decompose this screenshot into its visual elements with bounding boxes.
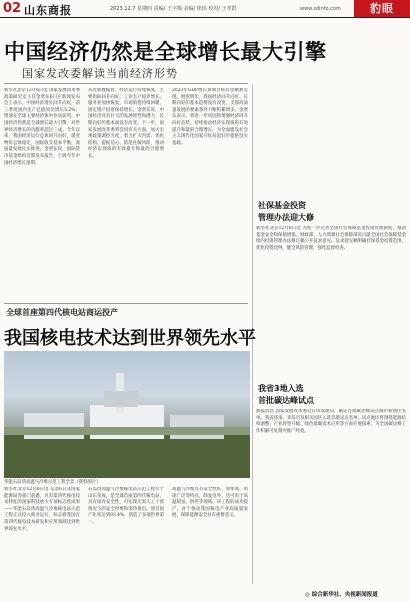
page-number: 02 [3, 1, 22, 16]
photo-caption: 华能石岛湾高温气冷堆示范工程全景（资料图片） [4, 480, 101, 485]
column-logo: 豹眼 [354, 0, 410, 17]
nuclear-headline: 我国核电技术达到世界领先水平 [4, 328, 256, 349]
lead-subheadline: 国家发改委解读当前经济形势 [22, 67, 178, 80]
lead-divider [4, 83, 248, 84]
nuclear-column-2: 石岛湾高温气冷堆核电站示范工程位于山东荣成，是全球首座第四代核电站，具有固有安全性，可实现无需人工干预情况下的安全停堆和余热排出。项目国产化率达到93.4%，创造了多项世界第一。 [88, 487, 164, 525]
lead-column-1: 新华社北京12月6日电 国家发展改革委政策研究室主任金贤东6日在新闻发布会上表示，中国经济增长回升向好，前三季度国内生产总值同比增长5.2%，增速在全球主要经济体中位居前列。中国经济仍然是全球增长最大引擎，对世界经济增长的贡献率超过三成。今年以来，我国经济运行总体回升向好，就业物价总体稳定，国际收支基本平衡，高质量发展扎实推进。金贤东说，国际货币基金组织近期发布报告，上调今年中国经济增长预期。 [4, 88, 80, 166]
lead-headline: 中国经济仍然是全球增长最大引擎 [4, 40, 327, 64]
sidebar-title-2: 我省3地入选 [258, 384, 304, 393]
nuclear-plant-illustration [4, 351, 250, 478]
lead-column-2: 从近期数据看，经济运行持续恢复，主要指标回升向好。工业生产稳步增长，服务业加快恢复，市场销售持续回暖，固定资产投资保持增长。金贤东说，中国经济具有巨大的发展韧性和潜力，长期向好的基本面没有改变。下一步，国家发展改革委将会同有关方面，加大宏观政策调控力度，着力扩大内需、优化结构、提振信心、防范化解风险，推动经济实现质的有效提升和量的合理增长。 [88, 88, 164, 159]
nuclear-divider [4, 303, 248, 304]
date-line: 2023.12.7 星期四 责编/ 王宇梅 美编/ 徐玮 校对/ 王孝群 [110, 6, 237, 12]
sidebar-title-2b: 首批碳达峰试点 [258, 396, 314, 405]
nuclear-pretitle: 全球首座第四代核电站商运投产 [6, 308, 118, 317]
sidebar-title-1b: 管理办法迎大修 [258, 213, 314, 222]
lead-column-3: 2023年GDP增长预期目标有望顺利实现。展望明年，我国经济回升向好、长期向好的基本趋势没有改变，支撑高质量发展的要素条件不断积累增多。金贤东表示，将进一步巩固和增强经济回升向好态势，持续推动经济实现质的有效提升和量的合理增长，为全面建设社会主义现代化国家开好局起好步提供坚实基础。 [172, 88, 248, 146]
nuclear-column-3: 高温气冷堆具有安全性好、效率高、用途广泛等特点，除发电外，还可用于高温制氢、供热等领域。该工程的成功投产，对于推动我国核电产业高质量发展、保障能源安全具有重要意义。 [172, 487, 248, 519]
section-name: 山东商报 [24, 4, 72, 17]
sidebar-title-1: 社保基金投资 [258, 201, 306, 210]
nuclear-column-1: 新华社北京12月6日电 记者6日从国家能源局等部门获悉，具有第四代核电技术特征的国家科技重大专项标志性成果——华能石岛湾高温气冷堆核电站示范工程正式投入商业运行，标志着我国在第四代核电技术研发和应用领域达到世界领先水平。 [4, 487, 80, 532]
site-url: www.sdinfo.com [300, 6, 341, 12]
nuclear-plant-photo [4, 351, 250, 478]
sidebar-text-1: 新华社北京12月6日电 为进一步完善全国社会保障基金投资管理制度，推动基金安全和保值增值，财政部、人力资源社会保障部近日就全国社会保障基金境内投资管理办法修订稿公开征求意见。征求意见稿明确社保基金投资范围，优化投资比例，健全风险管理，强化监督检查。 [256, 226, 406, 251]
source-note: ◎ 综合新华社、央视新闻报道 [305, 592, 378, 598]
sidebar-text-2: 商报消息 国家发展改革委近日印发通知，确定首批碳达峰试点城市和园区名单。我省济南、青岛市及相关园区入选首批试点名单。试点地区将围绕能源结构调整、产业转型升级、绿色低碳技术应用等方面开展探索，为全国碳达峰工作积累可复制可推广经验。 [256, 409, 406, 434]
